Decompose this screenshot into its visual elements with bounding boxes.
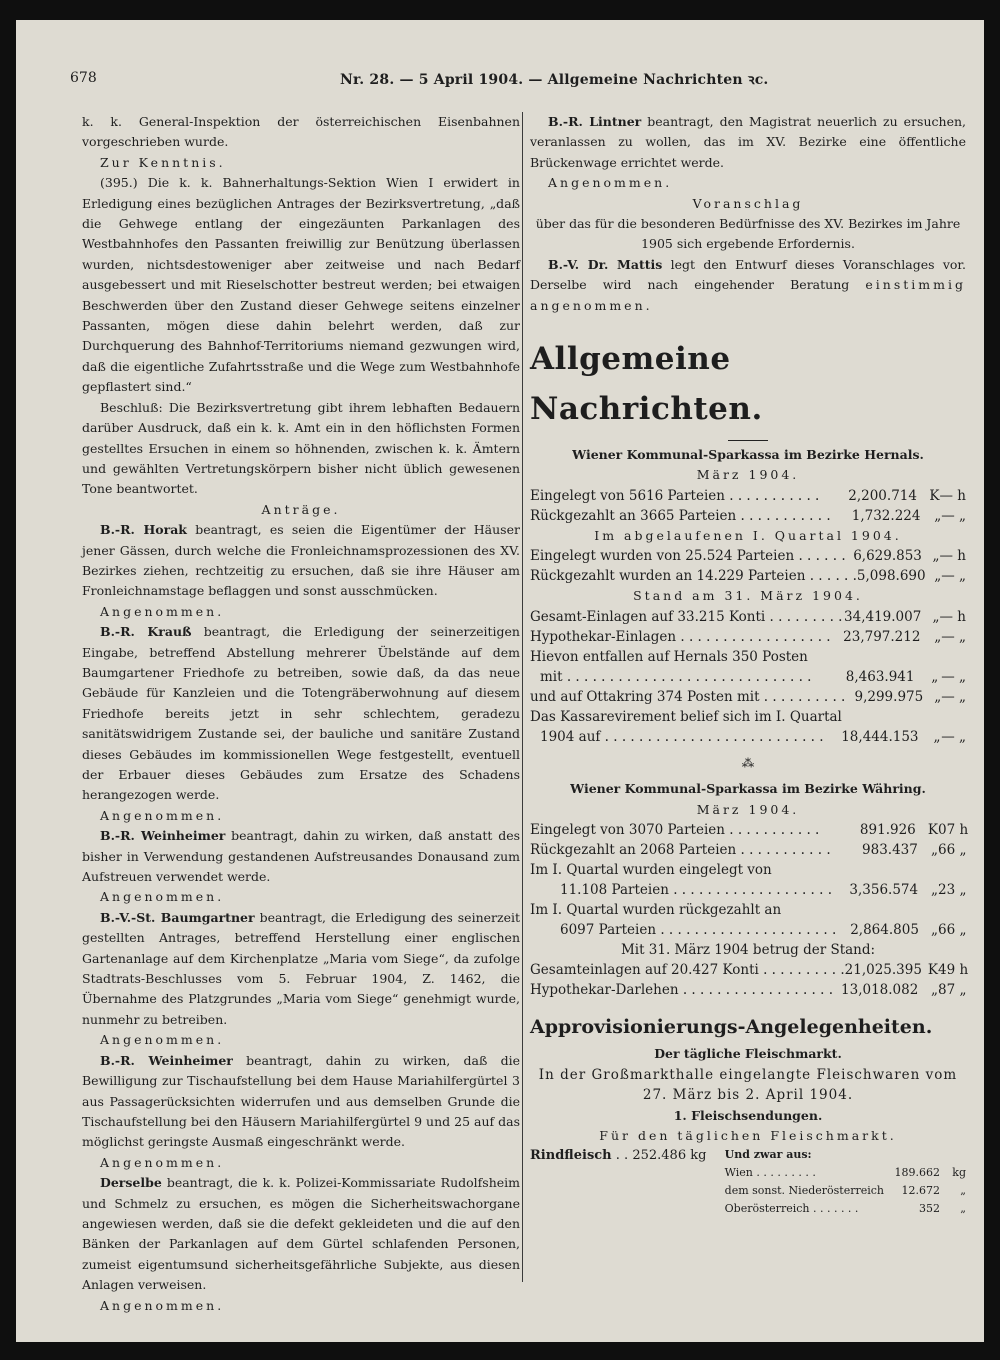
row-amount: 8,463.941 <box>845 668 915 685</box>
row-amount: 352 <box>919 1202 940 1216</box>
row-label: Oberösterreich . . . . . . . <box>724 1202 859 1216</box>
page-number: 678 <box>70 70 97 86</box>
row-label: mit . . . . . . . . . . . . . . . . . . . . . . . . . . . . . <box>540 668 812 685</box>
subheading: Stand am 31. März 1904. <box>633 588 863 604</box>
subsection-heading: Der tägliche Fleischmarkt. <box>654 1046 842 1062</box>
row-end: 49 h <box>938 962 969 979</box>
row-end: — „ <box>941 507 966 524</box>
table-row <box>530 486 966 506</box>
meat-label: Rindfleisch <box>530 1148 612 1164</box>
row-amount: 1,732.224 <box>851 507 921 524</box>
row-unit: „ <box>934 628 942 645</box>
row-end: 23 „ <box>938 881 967 898</box>
row-label: und auf Ottakring 374 Posten mit . . . . . . . . . . <box>530 688 846 705</box>
row-unit: kg <box>952 1166 966 1180</box>
motion-text: beantragt, dahin zu wirken, daß anstatt des bisher in Verwendung gestandenen Aufstreusandes Donausand zum Aufstreuen verwendet werde. <box>82 828 521 885</box>
speaker-name: B.-V.-St. Baumgartner <box>100 909 255 925</box>
row-amount: 34,419.007 <box>844 608 922 625</box>
table <box>530 486 966 526</box>
notice: Zur Kenntnis. <box>100 154 226 170</box>
meat-dots: . . <box>615 1148 629 1164</box>
row-unit: „ <box>934 688 942 705</box>
row-label: Hypothekar-Einlagen . . . . . . . . . . . . . . . . . . <box>530 628 831 645</box>
motion-text: beantragt, den Magistrat neuerlich zu ersuchen, veranlassen zu wollen, das im XV. Bezirke eine öffentliche Brückenwage errichtet werde. <box>530 114 966 170</box>
row-label: Das Kassarevirement belief sich im I. Quartal <box>530 708 842 725</box>
subsection-heading: 1. Fleischsendungen. <box>673 1107 823 1123</box>
section-title: Approvisionierungs-Angelegenheiten. <box>530 1016 933 1039</box>
motion-text: legt den Entwurf dieses Voranschlages vor. <box>670 256 966 272</box>
table <box>530 607 966 747</box>
paragraph: Beschluß: Die Bezirksvertretung gibt ihrem lebhaften Bedauern darüber Ausdruck, daß ein k. k. Amt ein in den höflichsten Formen gestelltes Ersuchen in einem so höhnenden, zwischen k. k. Ämtern und gewählten Vertretungskörpern bisher nicht üblich gewesenen Tone beantwortet. <box>82 399 520 497</box>
verdict: einstimmig angenommen. <box>530 277 966 313</box>
paragraph: (395.) Die k. k. Bahnerhaltungs-Sektion Wien I erwidert in Erledigung eines bezüglichen Antrages der Bezirksvertretung, „daß die Gehwege entlang der eingezäunten Parkanlagen des Westbahnhofes den Passanten freiwillig zur Benützung überlassen wurden, nichtsdestoweniger aber zeitweise und nach Bedarf ausgebessert und mit Rieselschotter bestreut werden; bei etwaigen Beschwerden über den Zustand dieser Gehwege seitens einzelner Passanten, mögen diese dahin belehrt werden, daß zur Durchquerung des Bahnhof-Territoriums niemand gezwungen wird, daß die eigentliche Zufahrtsstraße und die Wege zum Westbahnhofe gepflastert sind.“ <box>82 175 520 395</box>
motion-text: beantragt, die Erledigung der seinerzeitigen Eingabe, betreffend Abstellung mehrerer Übelstände auf dem Baumgartener Friedhofe zu betreiben, sowie daß, da das neue Gebäude für Kanzleien und die Totengräberwohnung auf diesem Friedhofe bereits jetzt in sehr schlechtem, geradezu sanitätswidrigem Zustande sei, der bauliche und sanitäre Zustand dieses Gebäudes im kommissionellen Wege festgestellt, eventuell der Erbauer dieses Gebäudes zum Ersatze des Schadens herangezogen werde. <box>82 624 520 803</box>
row-end: — h <box>939 548 966 565</box>
row-end: — h <box>939 608 966 625</box>
subheading: Im abgelaufenen I. Quartal 1904. <box>594 527 902 543</box>
table-row <box>530 960 969 980</box>
row-end: — „ <box>941 668 966 685</box>
motion-paragraph <box>530 112 966 173</box>
table-row <box>530 687 966 707</box>
row-unit: „ <box>933 728 941 745</box>
row-unit: „ <box>931 881 938 898</box>
verdict: Angenommen. <box>100 807 225 823</box>
paragraph: über das für die besonderen Bedürfnisse des XV. Bezirkes im Jahre 1905 sich ergebende Erfordernis. <box>535 216 961 252</box>
row-amount: 5,098.690 <box>856 568 926 585</box>
table-row <box>530 840 966 860</box>
table <box>530 546 966 586</box>
row-amount: 18,444.153 <box>841 728 919 745</box>
subsection-heading: Wiener Kommunal-Sparkassa im Bezirke Währing. <box>570 781 926 797</box>
motion-text: beantragt, die Erledigung des seinerzeit gestellten Antrages, betreffend Herstellung einer englischen Gartenanlage auf dem Kirchenplatze „Maria vom Siege“, da zufolge Stadtrats-Beschlusses vom 5. Februar 1904, Z. 1462, die Übernahme des Platzgrundes „Maria vom Siege“ genehmigt wurde, nunmehr zu betreiben. <box>82 909 520 1027</box>
row-end: 66 „ <box>938 841 967 858</box>
row-amount: 3,356.574 <box>849 881 919 898</box>
table-row <box>530 900 966 920</box>
row-amount: 189.662 <box>894 1166 940 1180</box>
table-row <box>530 880 966 900</box>
row-amount: 891.926 <box>859 821 916 838</box>
row-label: Im I. Quartal wurden eingelegt von <box>530 861 772 878</box>
table-row <box>530 566 966 586</box>
row-amount: 6,629.853 <box>853 548 922 565</box>
row-amount: 23,797.212 <box>843 628 921 645</box>
row-amount: 21,025.395 <box>844 962 922 979</box>
date-line: März 1904. <box>696 801 800 817</box>
meat-amount: 252.486 kg <box>632 1148 707 1164</box>
row-unit: „ <box>960 1202 966 1216</box>
motion-text: beantragt, dahin zu wirken, daß die Bewilligung zur Tischaufstellung bei dem Hause Mariahilfergürtel 3 aus Passagerücksichten widerrufen und aus demselben Grunde die Tischaufstellung bei den Häusern Mariahilfergürtel 9 und 25 auf das möglichst geringste Ausmaß eingeschränkt werde. <box>82 1052 520 1150</box>
row-end: — „ <box>941 688 966 705</box>
verdict: Angenommen. <box>100 1032 225 1048</box>
row-label: Im I. Quartal wurden rückgezahlt an <box>530 901 782 918</box>
table-row <box>530 920 966 940</box>
row-unit: K <box>929 487 940 504</box>
ornament: ⁂ <box>741 754 755 770</box>
speaker-name: B.-R. Horak <box>100 522 187 538</box>
table <box>530 960 969 1000</box>
speaker-name: Derselbe <box>100 1175 162 1191</box>
paragraph: In der Großmarkthalle eingelangte Fleischwaren vom 27. März bis 2. April 1904. <box>538 1066 958 1104</box>
motion-paragraph <box>82 1173 520 1295</box>
row-unit: „ <box>931 668 939 685</box>
verdict: Angenommen. <box>100 1154 225 1170</box>
table-row <box>530 860 966 880</box>
breakdown-row <box>725 1164 966 1182</box>
row-end: 07 h <box>938 821 969 838</box>
motion-paragraph <box>82 908 520 1030</box>
row-unit: „ <box>934 507 942 524</box>
row-unit: „ <box>931 841 938 858</box>
motion-text: Derselbe wird nach eingehender Beratung <box>530 277 850 293</box>
motion-paragraph <box>82 1051 520 1153</box>
section-title: Allgemeine Nachrichten. <box>530 341 763 428</box>
paragraph: k. k. General-Inspektion der österreichischen Eisenbahnen vorgeschrieben wurde. <box>82 114 520 150</box>
motion-paragraph <box>530 255 966 316</box>
row-end: — „ <box>941 728 966 745</box>
right-column <box>530 112 969 1218</box>
row-amount: 9,299.975 <box>854 688 924 705</box>
breakdown-heading: Und zwar aus: <box>724 1148 812 1162</box>
row-amount: 983.437 <box>862 841 918 858</box>
row-unit: „ <box>934 568 942 585</box>
row-end: — h <box>939 487 966 504</box>
motion-text: beantragt, es seien die Eigentümer der Häuser jener Gässen, durch welche die Fronleichnamsprozessionen des XV. Bezirkes ziehen, rechtzeitig zu ersuchen, daß sie ihre Häuser am Fronleichnamstage beflaggen und sonst ausschmücken. <box>82 522 520 599</box>
row-amount: 2,864.805 <box>850 921 919 938</box>
row-label: Rückgezahlt an 2068 Parteien . . . . . . . . . . . <box>530 841 831 858</box>
row-unit: „ <box>932 608 940 625</box>
running-title: Nr. 28. — 5 April 1904. — Allgemeine Nachrichten ꝛc. <box>340 72 769 88</box>
meat-breakdown <box>725 1146 966 1218</box>
left-column <box>82 112 520 1316</box>
row-label: Hypothekar-Darlehen . . . . . . . . . . . . . . . . . . <box>530 982 834 999</box>
row-end: — „ <box>941 628 966 645</box>
motion-paragraph <box>82 826 520 887</box>
table-row <box>530 727 966 747</box>
speaker-name: B.-V. Dr. Mattis <box>548 256 663 272</box>
subheading: Für den täglichen Fleischmarkt. <box>599 1127 897 1143</box>
breakdown-row <box>725 1182 966 1200</box>
motion-paragraph <box>82 520 520 602</box>
row-label: Wien . . . . . . . . . <box>724 1166 816 1180</box>
table-row <box>530 506 966 526</box>
subheading: Mit 31. März 1904 betrug der Stand: <box>620 941 876 958</box>
page-header <box>70 70 950 94</box>
motion-paragraph <box>82 622 520 806</box>
column-divider <box>522 112 523 1282</box>
row-label: Eingelegt wurden von 25.524 Parteien . . . . . . <box>530 548 846 565</box>
row-end: — „ <box>941 568 966 585</box>
verdict: Angenommen. <box>100 889 225 905</box>
speaker-name: B.-R. Krauß <box>100 624 192 640</box>
table-row <box>530 647 966 667</box>
row-label: Hievon entfallen auf Hernals 350 Posten <box>530 648 808 665</box>
row-end: 87 „ <box>938 982 967 999</box>
date-line: März 1904. <box>696 467 800 483</box>
table <box>530 820 969 940</box>
row-unit: „ <box>960 1184 966 1198</box>
speaker-name: B.-R. Lintner <box>548 114 642 129</box>
row-amount: 12.672 <box>901 1184 940 1198</box>
rule <box>728 440 768 441</box>
section-heading: Voranschlag <box>692 195 804 211</box>
row-label: Rückgezahlt wurden an 14.229 Parteien . . . . . . <box>530 568 857 585</box>
row-label: Gesamt-Einlagen auf 33.215 Konti . . . . . . . . . <box>530 608 843 625</box>
table-row <box>530 667 966 687</box>
row-label: Rückgezahlt an 3665 Parteien . . . . . . . . . . . <box>530 507 831 524</box>
table-row <box>530 980 966 1000</box>
speaker-name: B.-R. Weinheimer <box>100 828 226 844</box>
meat-block <box>530 1146 966 1218</box>
newspaper-page <box>16 20 984 1342</box>
row-label: Gesamteinlagen auf 20.427 Konti . . . . . . . . . . <box>530 962 845 979</box>
row-amount: 13,018.082 <box>841 982 919 999</box>
subsection-heading: Wiener Kommunal-Sparkassa im Bezirke Hernals. <box>572 447 924 463</box>
table-row <box>530 607 966 627</box>
verdict: Angenommen. <box>100 603 225 619</box>
row-unit: K <box>927 821 938 838</box>
row-unit: „ <box>931 921 938 938</box>
speaker-name: B.-R. Weinheimer <box>100 1052 233 1068</box>
table-row <box>530 627 966 647</box>
verdict: Angenommen. <box>100 1297 225 1313</box>
row-label: 11.108 Parteien . . . . . . . . . . . . . . . . . . . <box>560 881 832 898</box>
motion-text: beantragt, die k. k. Polizei-Kommissariate Rudolfsheim und Schmelz zu ersuchen, es mögen die Sicherheitswachorgane angewiesen werden, daß sie die defekt gekleideten und die auf den Bänken der Parkanlagen auf dem Gürtel schlafenden Personen, zumeist eigentumsund sicherheitsgefährliche Subjekte, aus diesen Anlagen verweisen. <box>82 1175 520 1293</box>
row-label: Eingelegt von 5616 Parteien . . . . . . . . . . . <box>530 487 820 504</box>
row-end: 66 „ <box>938 921 967 938</box>
row-label: Eingelegt von 3070 Parteien . . . . . . . . . . . <box>530 821 820 838</box>
verdict: Angenommen. <box>548 175 673 191</box>
breakdown-row <box>725 1200 966 1218</box>
row-label: dem sonst. Niederösterreich <box>724 1184 884 1198</box>
row-label: 1904 auf . . . . . . . . . . . . . . . . . . . . . . . . . . <box>540 728 824 745</box>
row-amount: 2,200.714 <box>848 487 917 504</box>
row-unit: K <box>927 962 938 979</box>
meat-total <box>530 1146 725 1218</box>
row-label: 6097 Parteien . . . . . . . . . . . . . . . . . . . . . <box>560 921 837 938</box>
section-heading: Anträge. <box>261 501 341 517</box>
table-row <box>530 707 966 727</box>
table-row <box>530 546 966 566</box>
row-unit: „ <box>932 548 940 565</box>
table-row <box>530 820 969 840</box>
row-unit: „ <box>931 982 938 999</box>
